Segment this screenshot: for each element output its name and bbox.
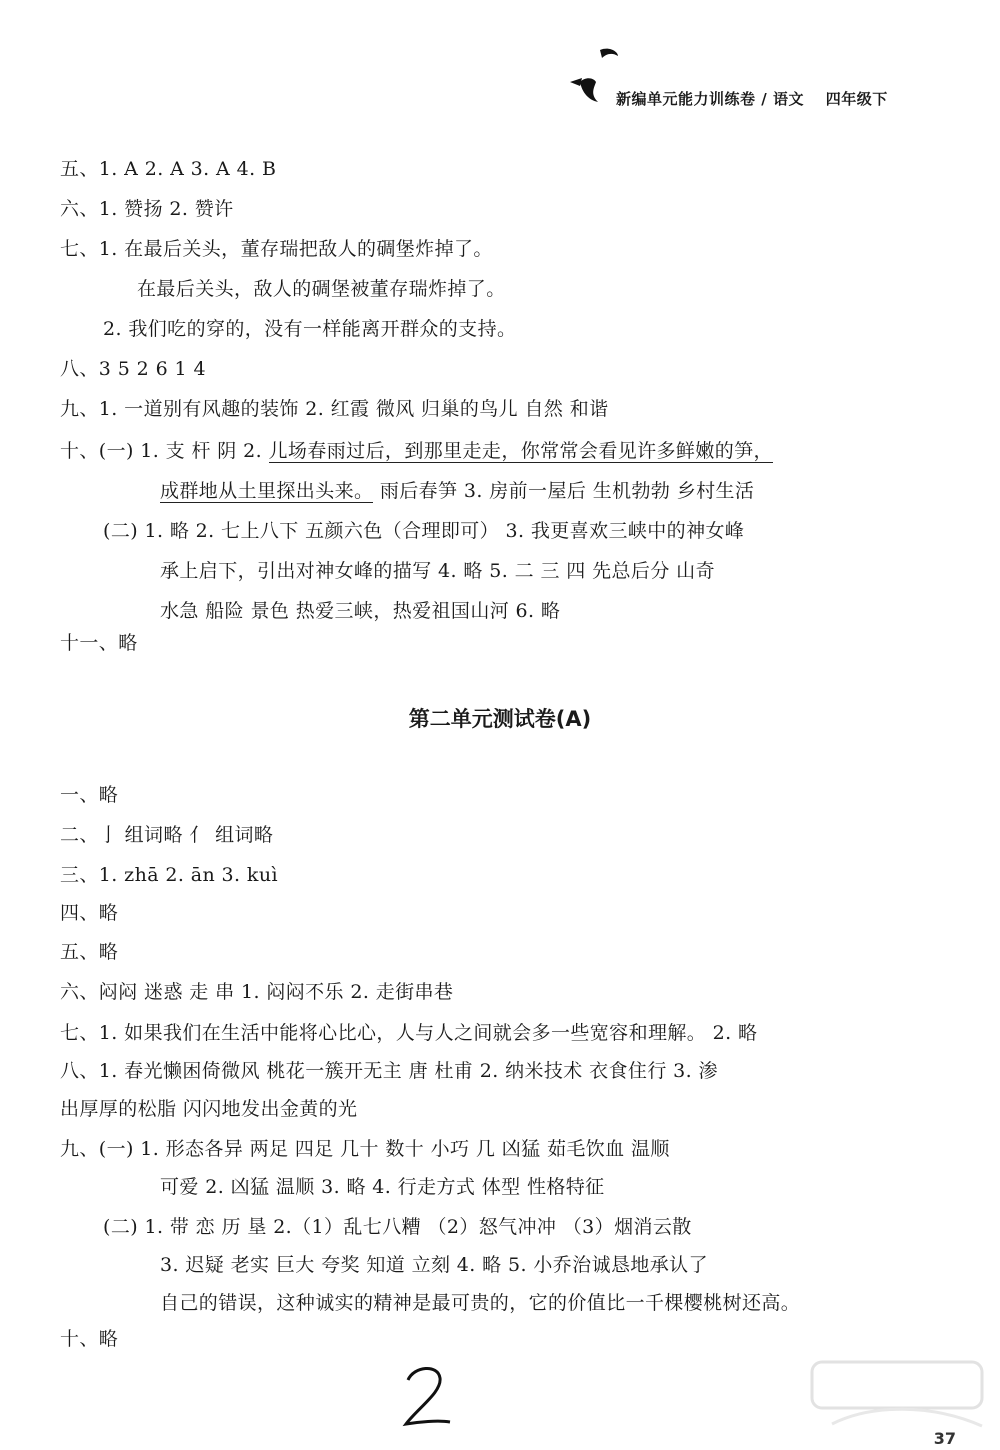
answer-line: (二) 1. 略 2. 七上八下 五颜六色（合理即可） 3. 我更喜欢三峡中的神女峰: [103, 520, 745, 542]
answer-line: 六、1. 赞扬 2. 赞许: [60, 198, 234, 220]
section-title: 第二单元测试卷(A): [408, 707, 592, 731]
answer-line: 五、1. A 2. A 3. A 4. B: [60, 158, 277, 180]
answer-line: 在最后关头，敌人的碉堡被董存瑞炸掉了。: [137, 278, 506, 300]
answer-line: [60, 436, 773, 463]
answer-line: 八、3 5 2 6 1 4: [60, 358, 206, 380]
answer-line: 四、略: [60, 902, 119, 924]
answer-line: 九、(一) 1. 形态各异 两足 四足 几十 数十 小巧 几 凶猛 茹毛饮血 温顺: [60, 1138, 670, 1160]
answer-line: [160, 476, 754, 503]
page-header: [560, 62, 980, 122]
answer-line: 七、1. 在最后关头，董存瑞把敌人的碉堡炸掉了。: [60, 238, 493, 260]
answer-segment: 十、(一) 1. 支 杆 阴 2.: [60, 440, 269, 462]
answer-line: 二、亅 组词略 亻 组词略: [60, 824, 274, 846]
answer-line: 七、1. 如果我们在生活中能将心比心，人与人之间就会多一些宽容和理解。 2. 略: [60, 1022, 758, 1044]
answer-line: 五、略: [60, 941, 119, 963]
handwritten-mark: [398, 1362, 458, 1432]
answer-line: 三、1. zhā 2. ān 3. kuì: [60, 864, 278, 886]
answer-line: 2. 我们吃的穿的，没有一样能离开群众的支持。: [103, 318, 517, 340]
answer-line: 八、1. 春光懒困倚微风 桃花一簇开无主 唐 杜甫 2. 纳米技术 衣食住行 3. 渗: [60, 1060, 718, 1082]
watermark-logo: [792, 1354, 992, 1444]
answer-line: 水急 船险 景色 热爱三峡，热爱祖国山河 6. 略: [160, 600, 561, 622]
answer-line: 十、略: [60, 1328, 119, 1350]
answer-line: 六、闷闷 迷惑 走 串 1. 闷闷不乐 2. 走街串巷: [60, 981, 454, 1003]
answer-line: 自己的错误，这种诚实的精神是最可贵的，它的价值比一千棵樱桃树还高。: [160, 1292, 801, 1314]
answer-line: 九、1. 一道别有风趣的装饰 2. 红霞 微风 归巢的鸟儿 自然 和谐: [60, 398, 609, 420]
answer-line: 3. 迟疑 老实 巨大 夸奖 知道 立刻 4. 略 5. 小乔治诚恳地承认了: [160, 1254, 708, 1276]
answer-line: 十一、略: [60, 632, 138, 654]
header-series: 新编单元能力训练卷: [616, 90, 756, 108]
page-number: 37: [933, 1429, 956, 1448]
answer-line: 承上启下，引出对神女峰的描写 4. 略 5. 二 三 四 先总后分 山奇: [160, 560, 715, 582]
header-title: 新编单元能力训练卷 / 语文 四年级下: [616, 90, 888, 108]
answer-line: 出厚厚的松脂 闪闪地发出金黄的光: [60, 1098, 358, 1120]
answer-line: 可爱 2. 凶猛 温顺 3. 略 4. 行走方式 体型 性格特征: [160, 1176, 605, 1198]
bird-logo-icon: [560, 42, 620, 112]
answer-segment: 雨后春笋 3. 房前一屋后 生机勃勃 乡村生活: [373, 480, 755, 502]
underlined-answer: 儿场春雨过后，到那里走走，你常常会看见许多鲜嫩的笋，: [268, 440, 773, 462]
underlined-answer: 成群地从土里探出头来。: [160, 480, 374, 502]
answer-line: 一、略: [60, 784, 119, 806]
header-grade: 四年级下: [825, 90, 888, 108]
answer-line: (二) 1. 带 恋 历 垦 2.（1）乱七八糟 （2）怒气冲冲 （3）烟消云散: [103, 1216, 692, 1238]
header-subject: 语文: [772, 90, 804, 108]
